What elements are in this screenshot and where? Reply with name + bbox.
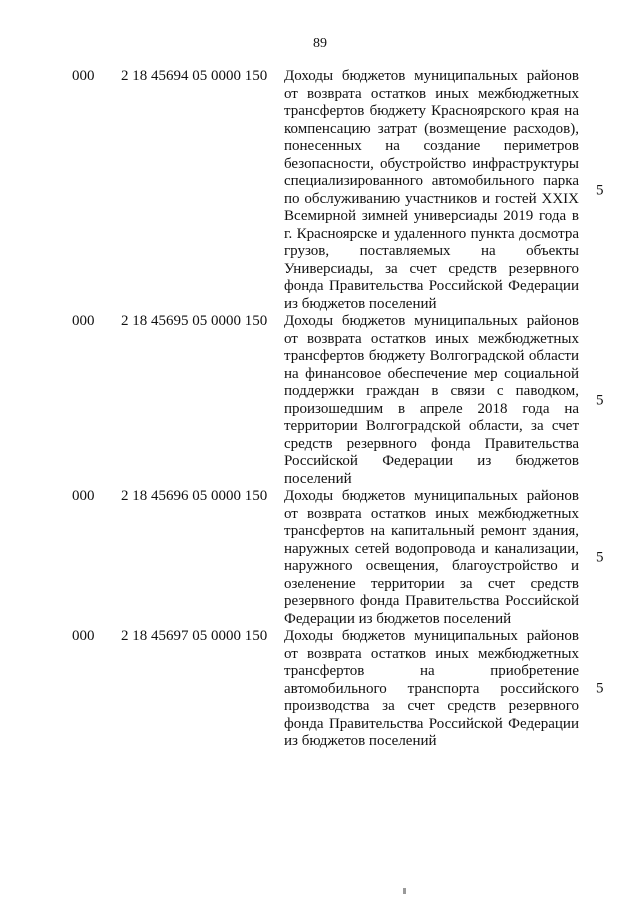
group-number: 5 bbox=[596, 549, 604, 566]
group-number: 5 bbox=[596, 680, 604, 697]
group-number: 5 bbox=[596, 391, 604, 408]
table-row bbox=[0, 628, 640, 751]
income-description: Доходы бюджетов муниципальных районов от возврата остатков иных межбюджетных трансфертов бюджету Красноярского края на компенсацию затрат (возмещение расходов), понесенных на создание периметров безопасности, обустройство инфраструктуры специализированного автомобильного парка по обслуживанию участников и гостей XXIX Всемирной зимней универсиады 2019 года в г. Красноярске и удаленного пункта досмотра грузов, поставляемых на объекты Универсиады, за счет средств резервного фонда Правительства Российской Федерации из бюджетов поселений bbox=[284, 68, 579, 312]
admin-code: 000 bbox=[72, 488, 95, 504]
income-description: Доходы бюджетов муниципальных районов от возврата остатков иных межбюджетных трансфертов бюджету Волгоградской области на финансовое обеспечение мер социальной поддержки граждан в связи с паводком, произошедшим в апреле 2018 года на территории Волгоградской области, за счет средств резервного фонда Правительства Российской Федерации из бюджетов поселений bbox=[284, 313, 579, 487]
table-row bbox=[0, 68, 640, 313]
admin-code: 000 bbox=[72, 628, 95, 644]
income-codes-table bbox=[0, 68, 640, 751]
scan-artifact bbox=[403, 888, 406, 894]
table-row bbox=[0, 488, 640, 628]
budget-classification-code: 2 18 45695 05 0000 150 bbox=[121, 313, 268, 329]
budget-classification-code: 2 18 45694 05 0000 150 bbox=[121, 68, 268, 84]
income-description: Доходы бюджетов муниципальных районов от возврата остатков иных межбюджетных трансфертов на капитальный ремонт здания, наружных сетей водопровода и канализации, наружного освещения, благоустройство и озеленение территории за счет средств резервного фонда Правительства Российской Федерации из бюджетов поселений bbox=[284, 488, 579, 627]
table-row bbox=[0, 313, 640, 488]
budget-classification-code: 2 18 45696 05 0000 150 bbox=[121, 488, 268, 504]
budget-classification-code: 2 18 45697 05 0000 150 bbox=[121, 628, 268, 644]
admin-code: 000 bbox=[72, 313, 95, 329]
group-number: 5 bbox=[596, 181, 604, 198]
admin-code: 000 bbox=[72, 68, 95, 84]
income-description: Доходы бюджетов муниципальных районов от возврата остатков иных межбюджетных трансфертов на приобретение автомобильного транспорта российского производства за счет средств резервного фонда Правительства Российской Федерации из бюджетов поселений bbox=[284, 628, 579, 749]
page-number: 89 bbox=[313, 36, 327, 51]
